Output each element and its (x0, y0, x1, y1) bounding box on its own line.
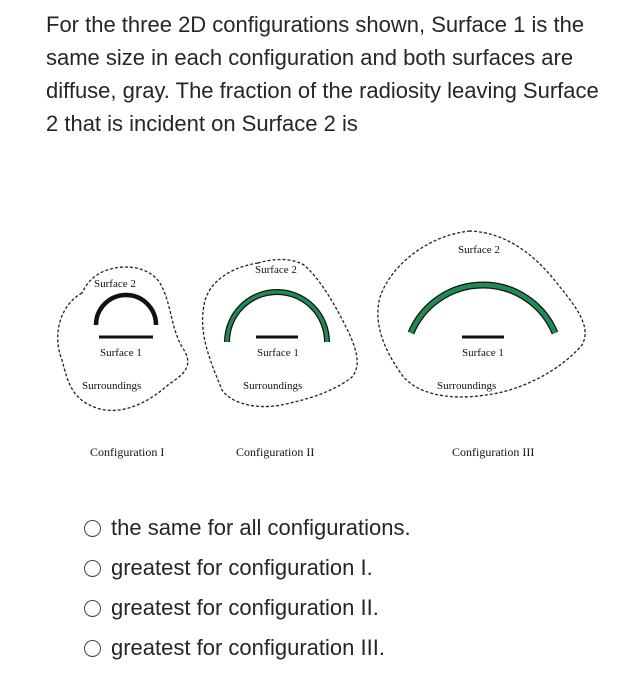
surface-1-label-1: Surface 1 (100, 347, 142, 359)
surface-2-arc-2 (227, 292, 327, 342)
option-label: greatest for configuration III. (111, 635, 385, 660)
option-label: greatest for configuration I. (111, 555, 373, 580)
configuration-label-2: Configuration II (236, 445, 315, 459)
configuration-3 (378, 231, 585, 459)
surface-2-arc-1 (96, 295, 156, 325)
surface-2-arc-fill-3 (411, 285, 555, 333)
surroundings-label-2: Surroundings (243, 380, 303, 392)
configuration-label-1: Configuration I (90, 445, 165, 459)
surroundings-label-3: Surroundings (437, 380, 497, 392)
surface-2-label-3: Surface 2 (458, 244, 500, 256)
radio-button[interactable] (84, 560, 101, 577)
option-greatest-config-1[interactable] (84, 548, 411, 588)
option-greatest-config-3[interactable] (84, 628, 411, 668)
radio-button[interactable] (84, 600, 101, 617)
option-label: greatest for configuration II. (111, 595, 379, 620)
surface-2-label-2: Surface 2 (255, 264, 297, 276)
surface-1-label-2: Surface 1 (257, 347, 299, 359)
option-same-for-all[interactable] (84, 508, 411, 548)
surface-2-arc-3 (411, 285, 555, 333)
surroundings-label-1: Surroundings (82, 380, 142, 392)
configuration-1 (58, 267, 188, 459)
radio-button[interactable] (84, 640, 101, 657)
option-label: the same for all configurations. (111, 515, 411, 540)
configuration-2 (203, 260, 358, 460)
surface-2-label-1: Surface 2 (94, 278, 136, 290)
answer-options (84, 508, 411, 668)
configurations-figure (0, 215, 630, 495)
configuration-label-3: Configuration III (452, 445, 535, 459)
surface-2-arc-fill-2 (227, 292, 327, 342)
configurations-diagram (0, 215, 630, 495)
surface-1-label-3: Surface 1 (462, 347, 504, 359)
radio-button[interactable] (84, 520, 101, 537)
question-text: For the three 2D configurations shown, Surface 1 is the same size in each configuration and both surfaces are diffuse, gray. The fraction of the radiosity leaving Surface 2 that is incident on Surface 2 is (46, 12, 599, 136)
option-greatest-config-2[interactable] (84, 588, 411, 628)
